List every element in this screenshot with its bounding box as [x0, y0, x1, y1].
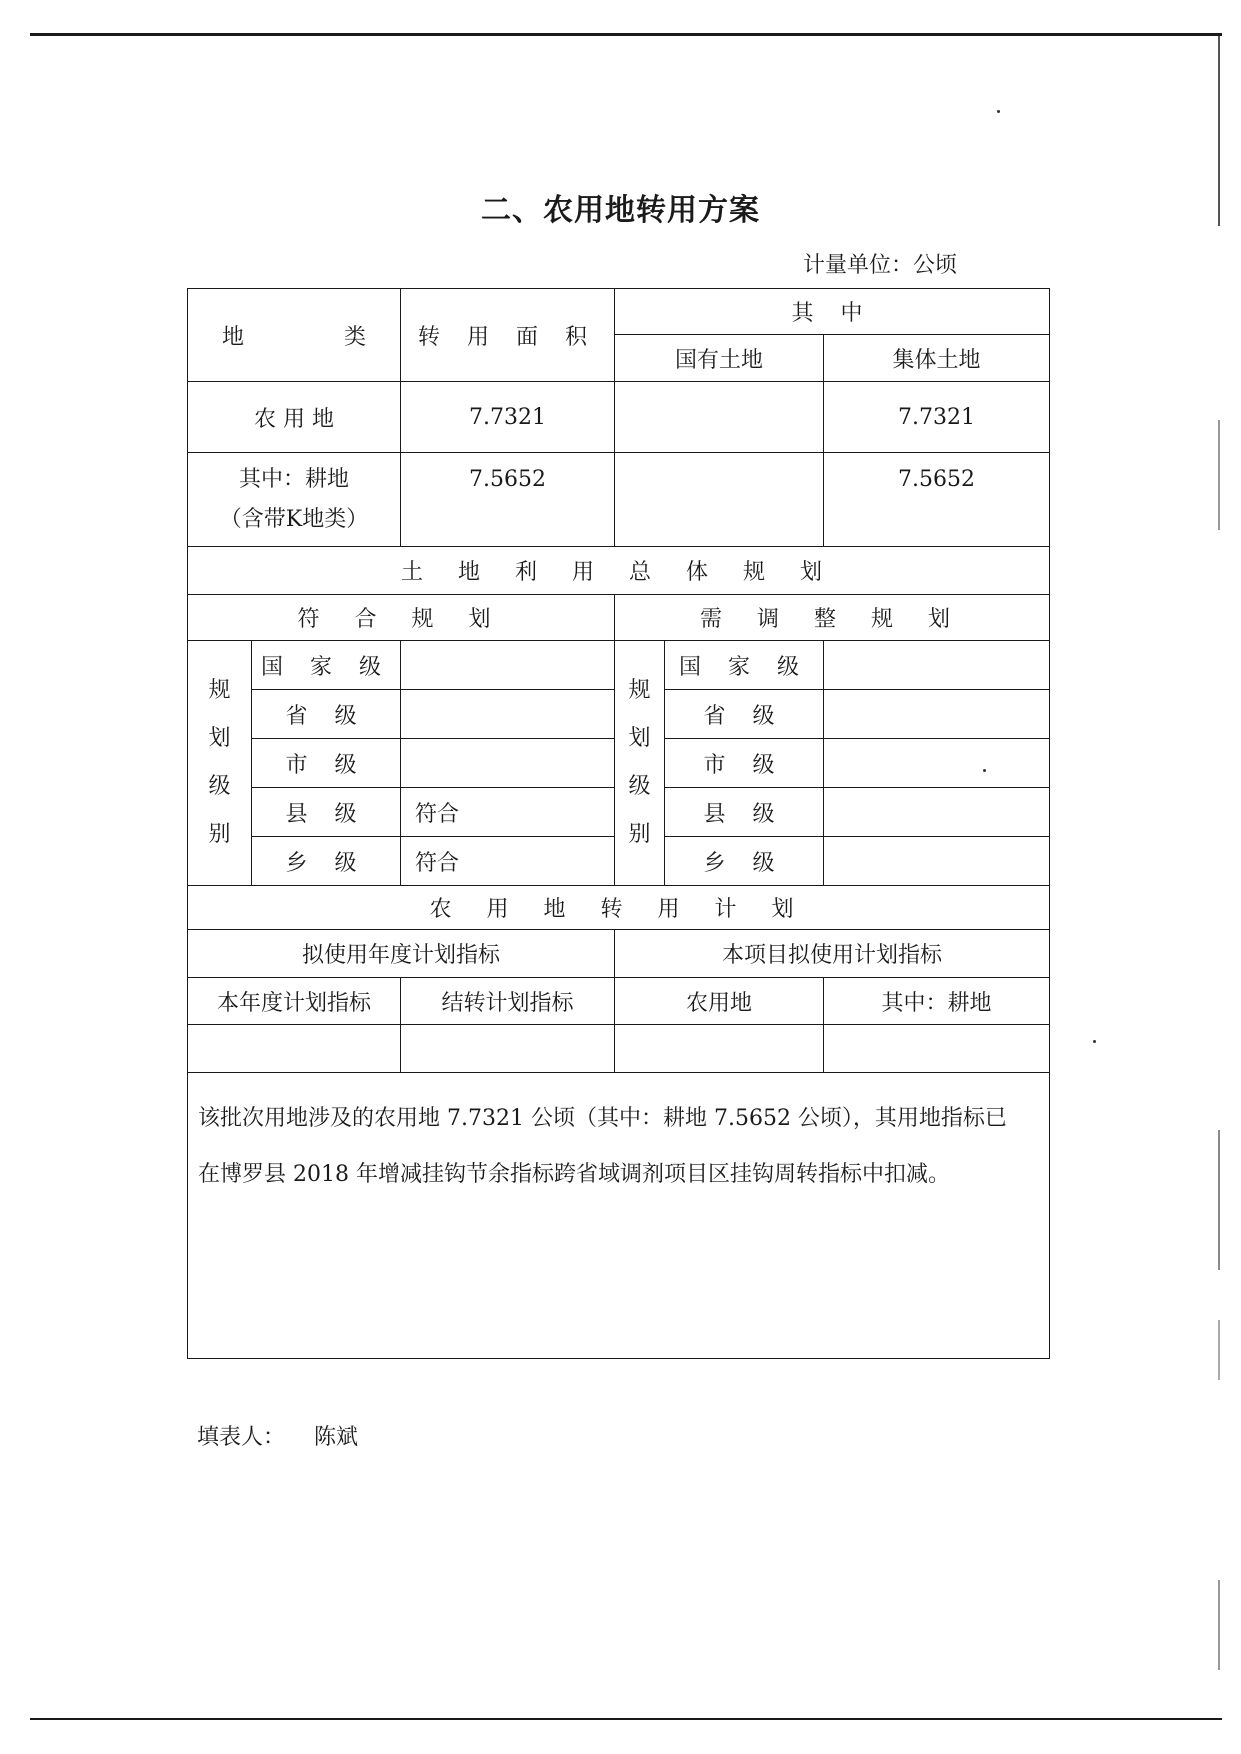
- level-char: 级: [208, 774, 231, 799]
- adjust-plan-title: 需 调 整 规 划: [615, 595, 1050, 641]
- page-title: 二、农用地转用方案: [481, 193, 760, 228]
- scan-edge-mark: [1218, 420, 1220, 530]
- header-land-category: [188, 289, 401, 382]
- adjust-value-township: [824, 837, 1050, 886]
- col-annual-indicator: 本年度计划指标: [188, 978, 401, 1025]
- section-land-use-plan: 土 地 利 用 总 体 规 划: [188, 547, 1050, 595]
- conform-value-municipal: [401, 739, 615, 788]
- bottom-rule: [30, 1718, 1222, 1720]
- row-agricultural-land-collective: 7.7321: [824, 382, 1050, 453]
- value-agricultural-land: [615, 1025, 824, 1073]
- col-cultivated-land: 其中：耕地: [824, 978, 1050, 1025]
- conform-level-provincial: 省 级: [252, 690, 401, 739]
- adjust-level-municipal: 市 级: [665, 739, 824, 788]
- conform-value-national: [401, 641, 615, 690]
- conform-value-township: 符合: [401, 837, 615, 886]
- project-planned-indicators: 本项目拟使用计划指标: [615, 930, 1050, 978]
- scan-edge-mark: [1218, 1320, 1220, 1380]
- value-cultivated-land: [824, 1025, 1050, 1073]
- adjust-level-county: 县 级: [665, 788, 824, 837]
- header-of-which: 其 中: [615, 289, 1050, 335]
- conform-value-provincial: [401, 690, 615, 739]
- conform-level-national: 国 家 级: [252, 641, 401, 690]
- scan-edge-mark: [1218, 1580, 1220, 1670]
- header-collective-land: 集体土地: [824, 335, 1050, 382]
- scan-edge-mark: [1218, 1130, 1220, 1270]
- level-char: 划: [628, 726, 651, 751]
- value-carryover-indicator: [401, 1025, 615, 1073]
- adjust-level-provincial: 省 级: [665, 690, 824, 739]
- form-filler: [197, 1420, 358, 1451]
- col-carryover-indicator: 结转计划指标: [401, 978, 615, 1025]
- row-cultivated-land-label: [188, 453, 401, 547]
- adjust-value-municipal: [824, 739, 1050, 788]
- row-cultivated-land-state: [615, 453, 824, 547]
- cultivated-label-line1: 其中：耕地: [238, 466, 349, 492]
- filler-label: 填表人：: [197, 1425, 286, 1450]
- section-conversion-plan: 农 用 地 转 用 计 划: [188, 886, 1050, 930]
- adjust-value-provincial: [824, 690, 1050, 739]
- value-annual-indicator: [188, 1025, 401, 1073]
- level-char: 别: [628, 822, 651, 847]
- adjust-value-national: [824, 641, 1050, 690]
- remarks-cell: [188, 1073, 1050, 1359]
- conform-level-municipal: 市 级: [252, 739, 401, 788]
- scan-speck: [997, 110, 1000, 113]
- measurement-unit: 计量单位：公顷: [803, 253, 958, 278]
- cultivated-label-line2: （含带K地类）: [219, 506, 369, 532]
- filler-name: 陈斌: [314, 1425, 359, 1450]
- remarks-line-1: 该批次用地涉及的农用地 7.7321 公顷（其中：耕地 7.5652 公顷），其用地指标已: [198, 1106, 1007, 1131]
- conform-level-label: [188, 641, 252, 886]
- adjust-value-county: [824, 788, 1050, 837]
- row-agricultural-land-area: 7.7321: [401, 382, 615, 453]
- planned-annual-indicators: 拟使用年度计划指标: [188, 930, 615, 978]
- header-state-land: 国有土地: [615, 335, 824, 382]
- conform-level-township: 乡 级: [252, 837, 401, 886]
- row-agricultural-land-state: [615, 382, 824, 453]
- col-agricultural-land: 农用地: [615, 978, 824, 1025]
- adjust-level-national: 国 家 级: [665, 641, 824, 690]
- adjust-level-township: 乡 级: [665, 837, 824, 886]
- conform-plan-title: 符 合 规 划: [188, 595, 615, 641]
- level-char: 规: [208, 678, 231, 703]
- header-converted-area: 转 用 面 积: [401, 289, 615, 382]
- row-agricultural-land-label: 农 用 地: [188, 382, 401, 453]
- conform-level-county: 县 级: [252, 788, 401, 837]
- conform-value-county: 符合: [401, 788, 615, 837]
- level-char: 划: [208, 726, 231, 751]
- remarks-line-2: 在博罗县 2018 年增减挂钩节余指标跨省域调剂项目区挂钩周转指标中扣减。: [198, 1162, 950, 1187]
- top-rule: [30, 33, 1222, 36]
- row-cultivated-land-area: 7.5652: [401, 453, 615, 547]
- level-char: 级: [628, 774, 651, 799]
- header-category-left: 地: [222, 324, 245, 350]
- header-category-right: 类: [343, 324, 366, 350]
- conversion-table: [187, 288, 1050, 1359]
- adjust-level-label: [615, 641, 665, 886]
- scan-speck: [1093, 1040, 1096, 1043]
- row-cultivated-land-collective: 7.5652: [824, 453, 1050, 547]
- level-char: 别: [208, 822, 231, 847]
- level-char: 规: [628, 678, 651, 703]
